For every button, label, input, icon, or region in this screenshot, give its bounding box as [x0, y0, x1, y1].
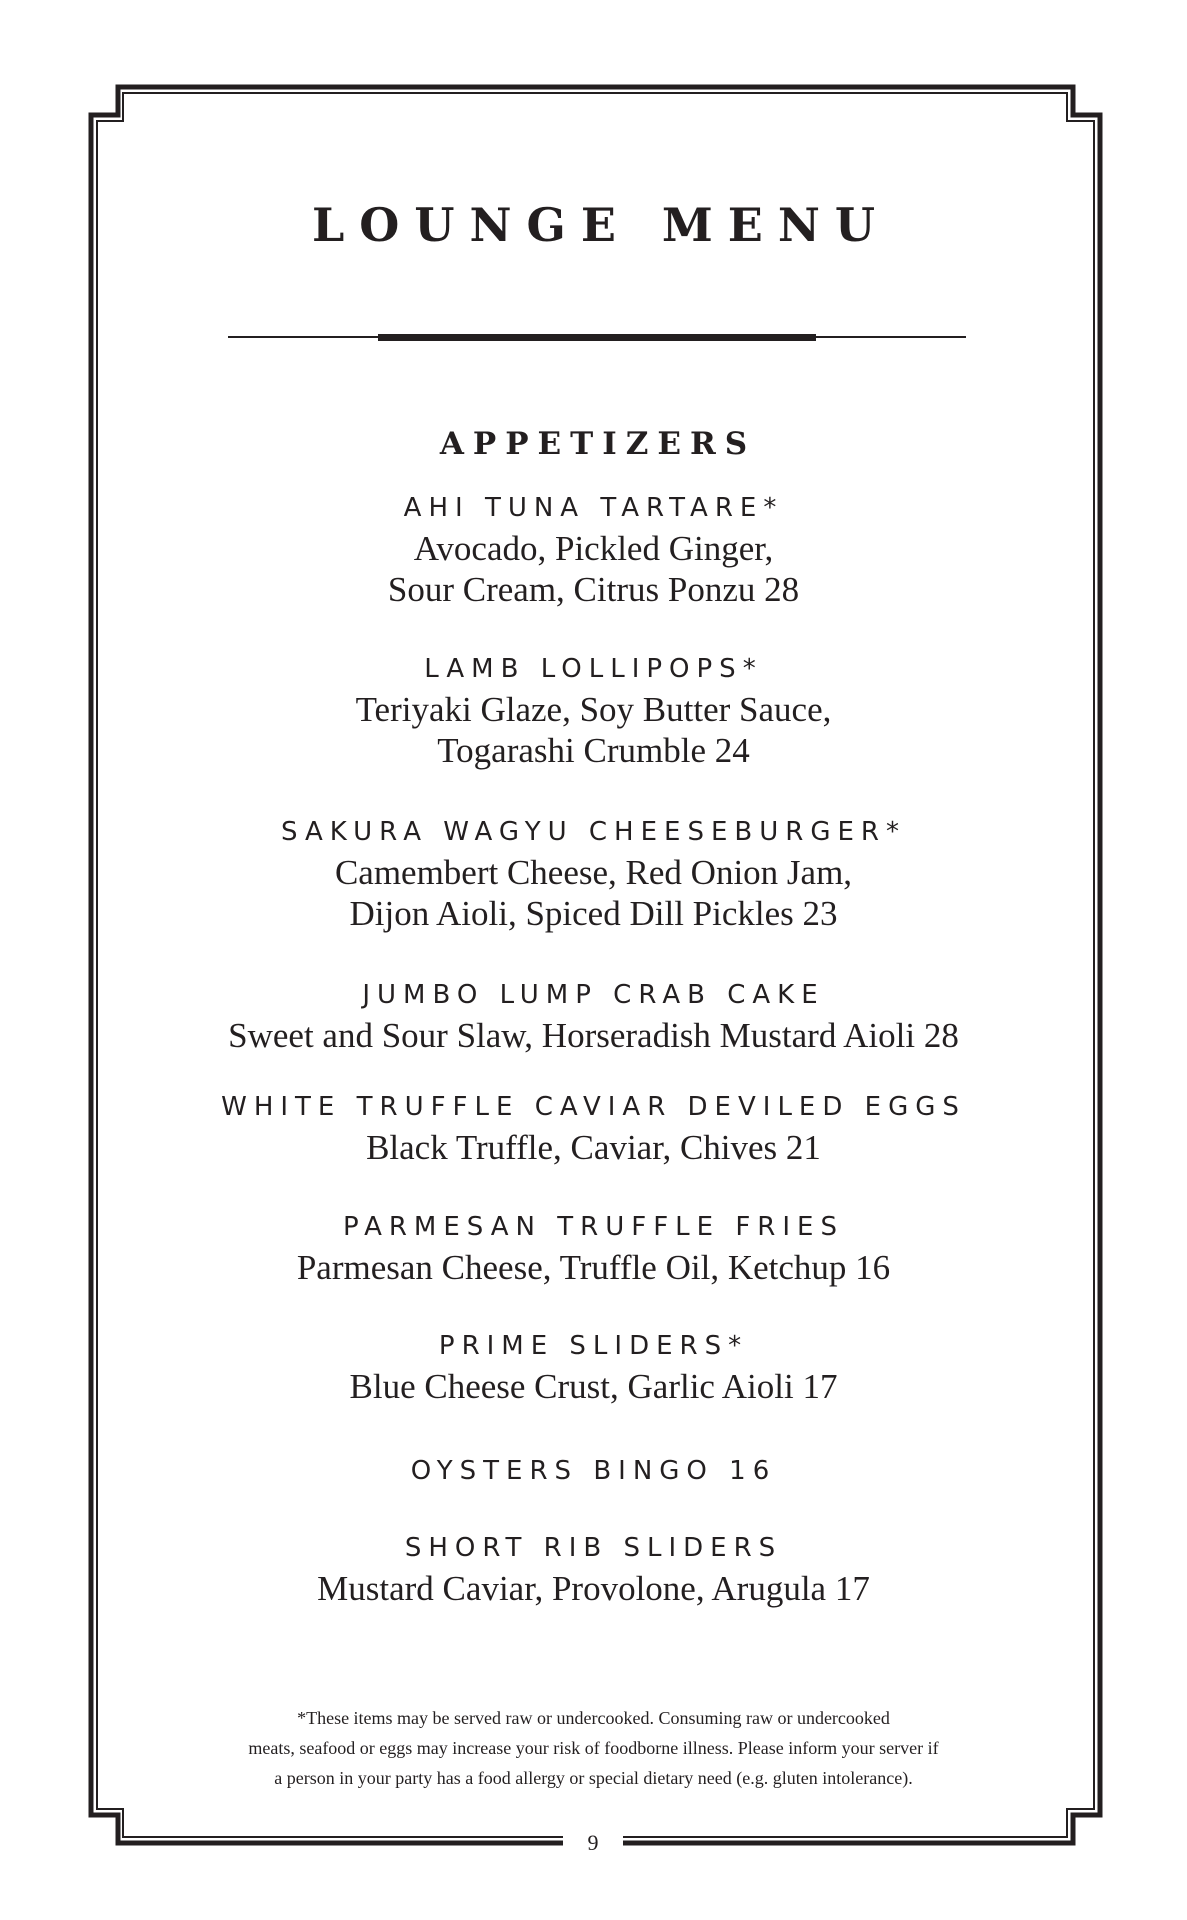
- disclaimer-line: *These items may be served raw or undercooked. Consuming raw or undercooked: [297, 1708, 890, 1728]
- menu-item: [0, 649, 1187, 771]
- menu-item-name: PARMESAN TRUFFLE FRIES: [343, 1212, 844, 1242]
- menu-item-description: Teriyaki Glaze, Soy Butter Sauce,: [355, 690, 832, 729]
- menu-item-name: SAKURA WAGYU CHEESEBURGER*: [281, 817, 906, 847]
- menu-item-name: AHI TUNA TARTARE*: [403, 493, 784, 523]
- menu-item-description: Blue Cheese Crust, Garlic Aioli 17: [349, 1367, 838, 1406]
- menu-item-description: Camembert Cheese, Red Onion Jam,: [334, 853, 853, 892]
- menu-item-description: Black Truffle, Caviar, Chives 21: [366, 1128, 821, 1167]
- menu-item-description: Sour Cream, Citrus Ponzu 28: [387, 570, 800, 609]
- title-divider-thick: [378, 334, 816, 341]
- menu-item-name: SHORT RIB SLIDERS: [404, 1533, 783, 1563]
- menu-item-name: OYSTERS BINGO 16: [410, 1456, 777, 1486]
- menu-item: [0, 812, 1187, 934]
- menu-item: [0, 488, 1187, 610]
- menu-item: [0, 1207, 1187, 1288]
- menu-item-name: LAMB LOLLIPOPS*: [424, 654, 763, 684]
- menu-item-description: Parmesan Cheese, Truffle Oil, Ketchup 16: [296, 1248, 891, 1287]
- menu-item: [0, 1528, 1187, 1609]
- menu-item: [0, 1326, 1187, 1407]
- menu-item: [0, 975, 1187, 1056]
- menu-item-description: Dijon Aioli, Spiced Dill Pickles 23: [349, 894, 838, 933]
- page-number: 9: [563, 1830, 623, 1856]
- menu-item-name: WHITE TRUFFLE CAVIAR DEVILED EGGS: [221, 1092, 966, 1122]
- section-heading-appetizers: APPETIZERS: [439, 426, 757, 462]
- menu-item: [0, 1451, 1187, 1491]
- disclaimer-line: a person in your party has a food allergy or special dietary need (e.g. gluten intolerance).: [274, 1768, 913, 1788]
- menu-item-description: Togarashi Crumble 24: [437, 731, 750, 770]
- menu-item: [0, 1087, 1187, 1168]
- menu-item-name: JUMBO LUMP CRAB CAKE: [362, 980, 825, 1010]
- disclaimer-line: meats, seafood or eggs may increase your risk of foodborne illness. Please inform your server if: [248, 1738, 939, 1758]
- menu-item-description: Avocado, Pickled Ginger,: [413, 529, 774, 568]
- menu-item-name: PRIME SLIDERS*: [438, 1331, 749, 1361]
- menu-item-description: Mustard Caviar, Provolone, Arugula 17: [317, 1569, 870, 1608]
- menu-title: LOUNGE MENU: [311, 198, 891, 252]
- allergy-disclaimer: [180, 1703, 1007, 1793]
- menu-item-description: Sweet and Sour Slaw, Horseradish Mustard Aioli 28: [228, 1016, 959, 1055]
